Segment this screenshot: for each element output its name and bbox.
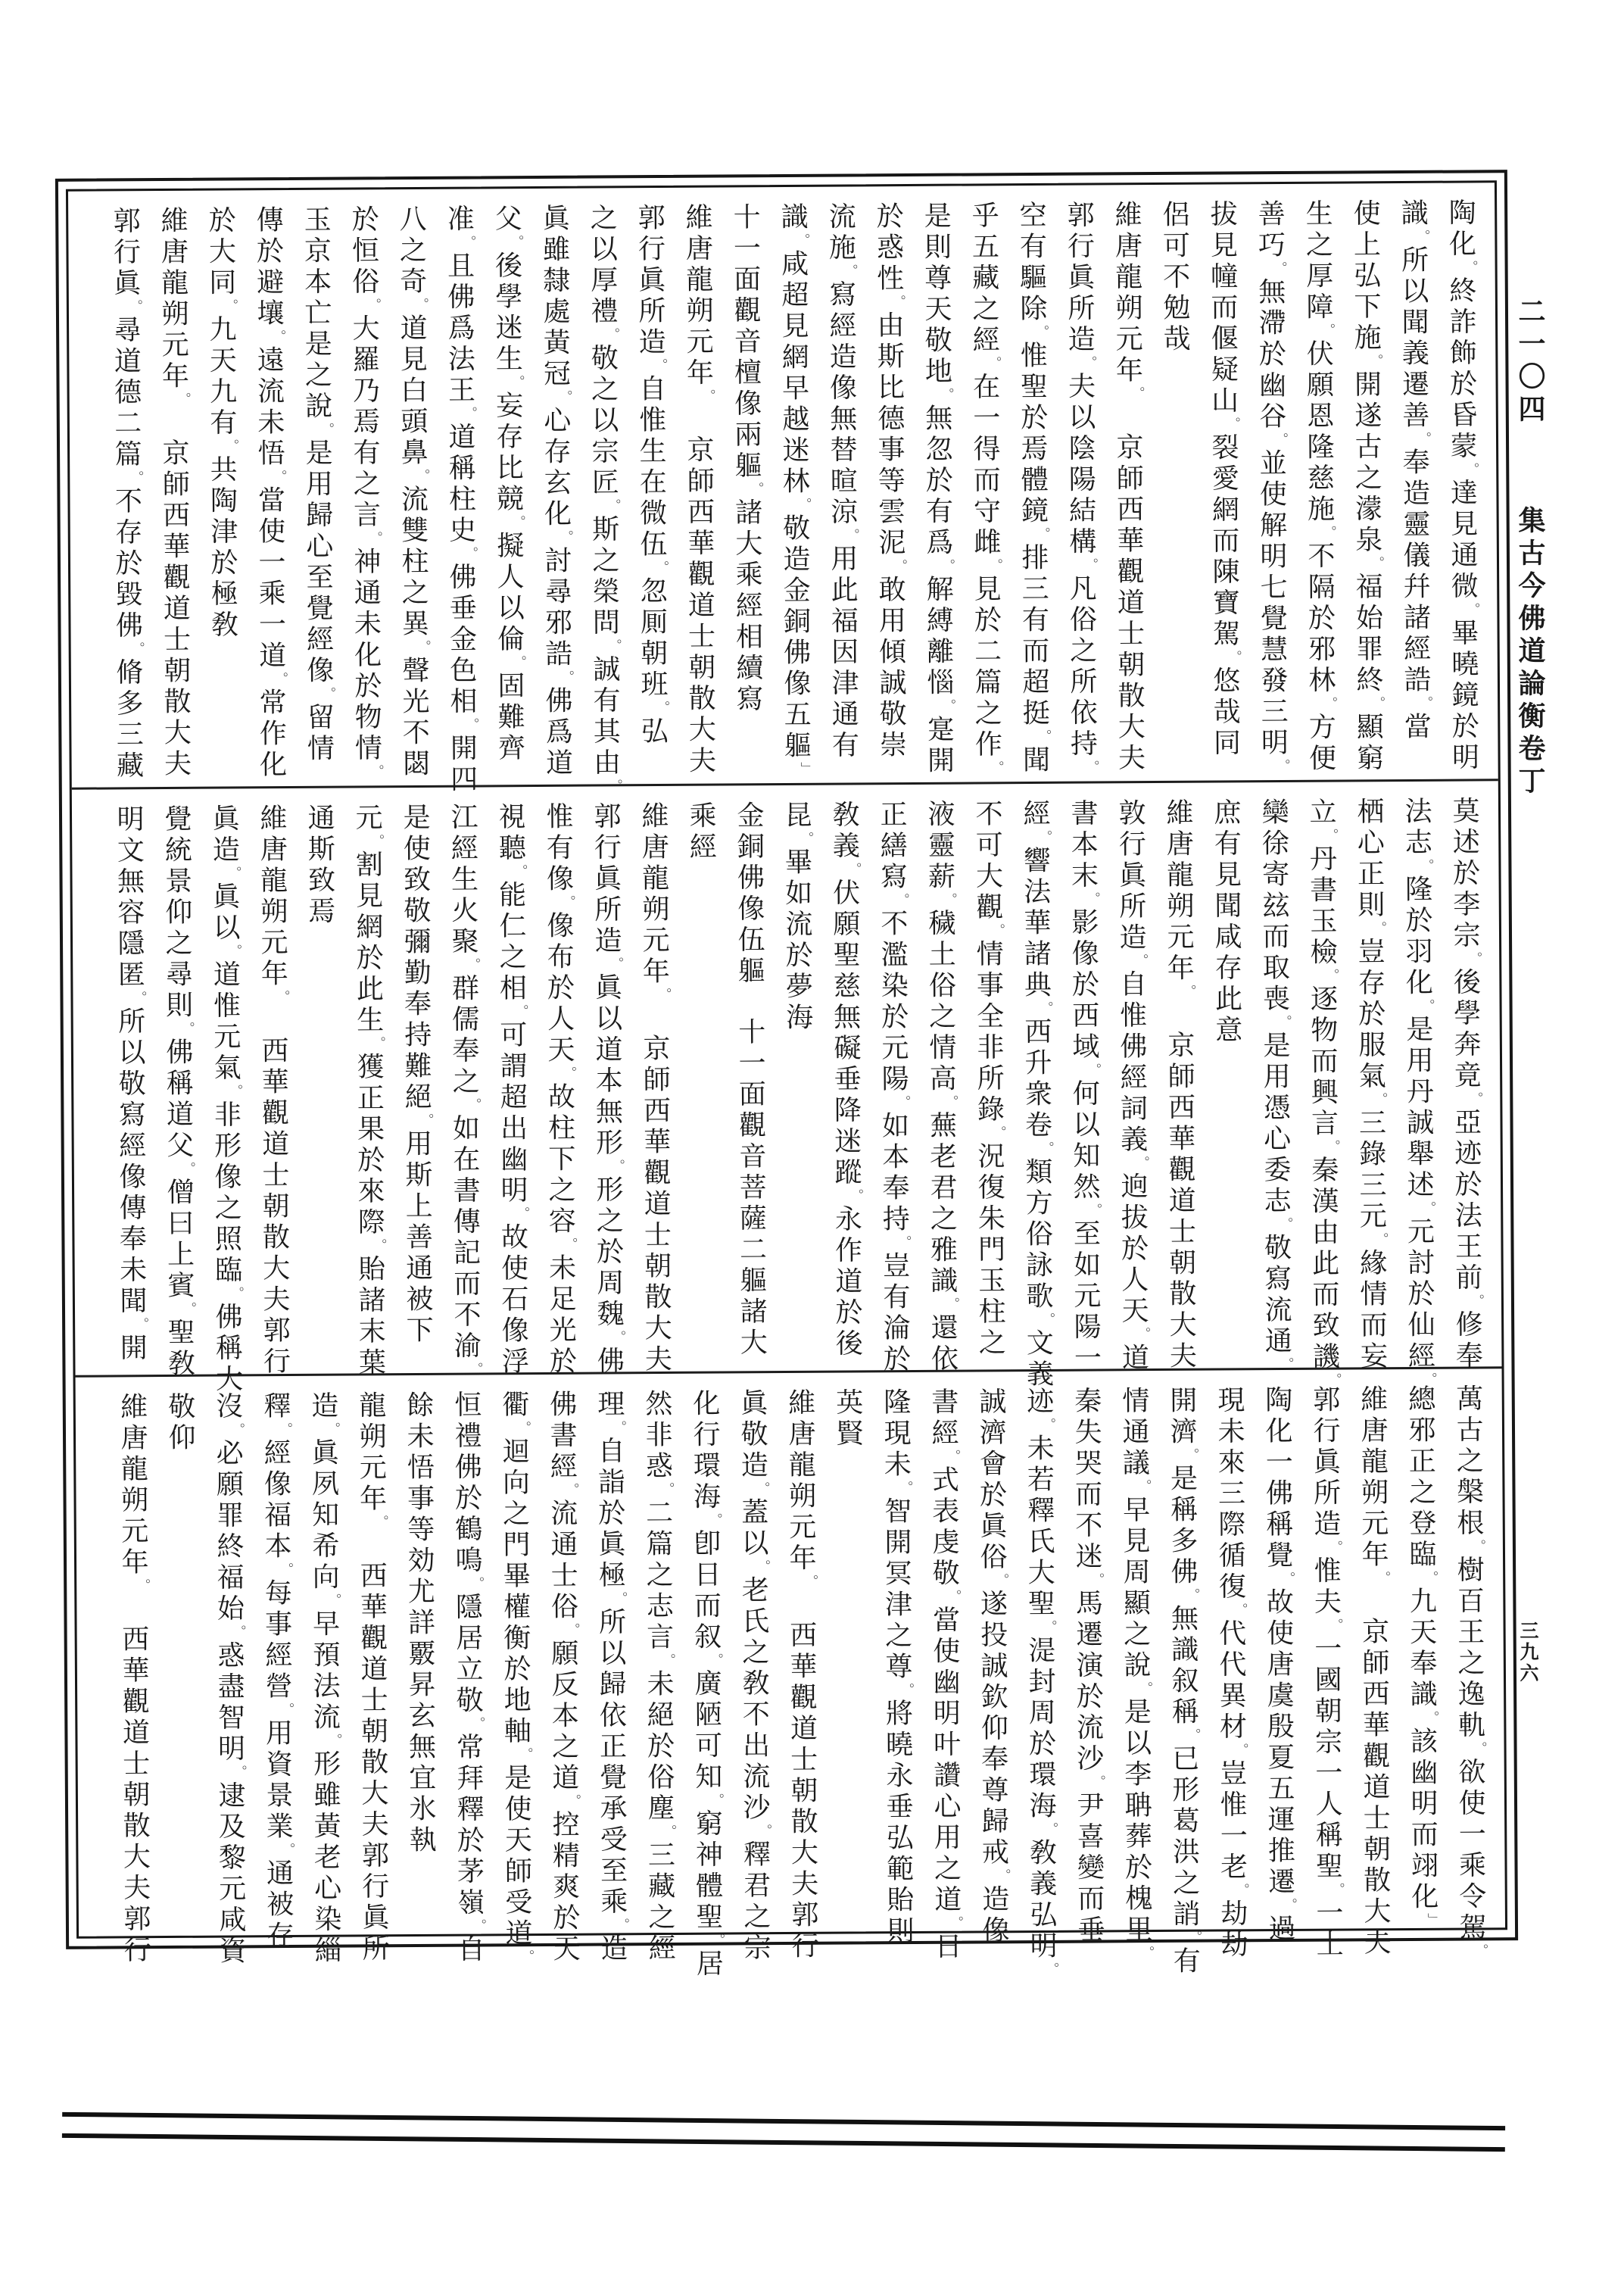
text-column: 侶可不勉哉 [1158,199,1191,355]
text-column: 准。且佛爲法王。道稱柱史。佛垂金色相。開四 [443,204,479,796]
text-column: 莫述於李宗。後學奔竟。亞迹於法王前。修奉 [1448,796,1485,1372]
text-column: 維唐龍朔元年。西華觀道士朝散大夫郭行 [784,1387,819,1963]
text-column: 敦行眞所造。自惟佛經詞義。逈拔於人天。道 [1114,798,1151,1375]
text-column: 法志。隆於羽化。是用丹誠舉述。元討於仙經。 [1400,796,1437,1385]
text-column: 情通議。早見周顯之說。是以李聃葬於槐里。 [1117,1386,1155,1959]
text-column: 書本末。影像於西域。何以知然。至如元陽一 [1066,798,1102,1375]
text-column: 維唐龍朔元年。京師西華觀道士朝散大夫 [1161,797,1197,1372]
text-column: 沒。必願罪終福始。惑盡智明。逮及黎元咸資 [211,1391,247,1968]
text-column: 郭行眞所造。惟夫。一國朝宗一人稱聖。一土 [1308,1384,1345,1961]
text-column: 然非惑。二篇之志言。未絕於俗塵。三藏之經 [641,1388,677,1965]
text-column: 造。眞夙知希向。早預法流。形雖黃老心染緇 [307,1390,342,1967]
text-column: 通斯致焉 [303,803,335,928]
text-column: 維唐龍朔元年。京師西華觀道士朝散大夫 [157,205,192,781]
text-column: 玉京本亡是之說。是用歸心至覺經像。留情 [300,204,336,765]
footer-rules [62,2112,1505,2152]
text-column: 拔見幢而偃疑山。裂愛網而陳寶駕。悠哉同 [1206,199,1242,760]
text-column: 於恒俗。大羅乃焉有之言。神通未化於物情。 [348,204,384,778]
text-column: 識。咸超見網早越迷林。敬造金銅佛像五軀」 [777,201,813,775]
text-column: 餘未悟事等効尤詳覈昇玄無宜氷執 [402,1390,437,1857]
text-column: 於惑性。由斯比德事等雲泥。敢用傾誠敬崇 [872,201,908,762]
text-column: 視聽。能仁之相。可謂超出幽明。故使石像浮 [494,802,530,1378]
text-column: 善巧。無滯於幽谷。並使解明七覺慧發三明。 [1254,198,1290,772]
margin-header [1511,297,1550,1433]
text-column: 液靈薪。穢土俗之情高。蕪老君之雅識。還依 [923,799,960,1375]
text-column: 傳於避壤。遠流未悟。當使一乘一道。常作化 [252,205,288,782]
text-column: 陶化一佛稱覺。故使唐虞殷夏五運推遷。過 [1261,1384,1297,1946]
text-column: 之以厚禮。敬之以宗匠。斯之榮問。誠有其由。 [586,203,622,792]
text-column: 龍朔元年。西華觀道士朝散大夫郭行眞所 [354,1390,390,1965]
text-column: 江經生火聚。群儒奉之。如在書傳記而不渝。 [446,802,483,1375]
text-column: 維唐龍朔元年。西華觀道士朝散大夫郭行 [255,804,291,1378]
register-middle [72,781,1502,1396]
footer-rule-top [62,2112,1505,2130]
register-bottom-columns [83,1384,1495,1980]
text-frame-inner-border [66,180,1507,1980]
text-column: 隆現未。智開冥津之尊。將曉永垂弘範貽則 [879,1387,915,1948]
text-column: 空有驅除。惟聖於焉體鏡。排三有而超挺。聞 [1015,200,1052,777]
register-top [68,183,1498,796]
text-column: 開濟。是稱多佛。無識叙稱。已形葛洪之誚。有 [1165,1385,1202,1977]
text-column: 八之奇。道見白頭鼻。流雙柱之異。聲光不閟 [395,204,431,781]
text-column: 佛書經。流通士俗。願反本之道。控精爽於天 [545,1389,581,1965]
text-column: 經。響法華諸典。西升衆卷。類方俗詠歌。文義 [1018,798,1055,1391]
margin-header-gap [1529,427,1532,506]
register-middle-columns [79,796,1492,1396]
text-column: 是則尊天敬地。無忽於有爲。解縛離惱。寔開 [920,201,956,777]
text-column: 維唐龍朔元年。京師西華觀道士朝散大夫 [637,801,672,1376]
text-column: 郭行眞所造。自惟生在微伍。忽厠朝班。弘 [634,202,670,748]
text-column: 陶化。終詐飾於昏蒙。達見通微。畢曉鏡於明 [1445,198,1480,774]
text-column: 郭行眞。尋道德二篇。不存於毀佛。脩多三藏 [109,206,145,782]
text-column: 乎五藏之經。在一得而守雌。見於二篇之作。 [968,201,1004,774]
text-column: 立。丹書玉檢。逐物而興言。秦漢由此而致譏。 [1304,797,1342,1386]
text-column: 現未來三際循復。代代異材。豈惟一老。劫劫 [1213,1385,1249,1961]
book-title-label: 集古今佛道論衡卷丁 [1514,506,1546,799]
text-column: 敬仰 [164,1391,196,1455]
text-column: 衢。迴向之門畢權衡於地軸。是使天師受道。 [497,1390,535,1963]
text-column: 明文無容隱匿。所以敬寫經像傳奉未聞。開 [112,804,149,1365]
text-column: 於大同。九天九有。共陶津於極敎 [204,205,239,641]
text-column: 庶有見聞咸存此意 [1209,797,1242,1047]
text-column: 流施。寫經造像無替暄涼。用此福因津通有 [824,201,859,762]
text-column: 恒禮佛於鶴鳴。隱居立敬。常拜釋於茅嶺。自 [450,1390,487,1966]
text-column: 不可大觀。情事全非所錄。況復朱門玉柱之 [971,799,1006,1359]
text-column: 正繕寫。不濫染於元陽。如本奉持。豈有淪於 [875,800,912,1376]
text-column: 郭行眞所造。夫以陰陽結構。凡俗之所依持。 [1063,200,1099,773]
text-column: 萬古之槃根。樹百王之逸軌。欲使一乘令駕。 [1451,1384,1488,1957]
text-column: 維唐龍朔元年。京師西華觀道士朝散大夫 [1356,1384,1392,1959]
text-column: 金銅佛像伍軀十一面觀音菩薩二軀諸大 [732,801,768,1359]
text-column: 書經。式表虔敬。當使幽明叶讚心用之道。日 [927,1387,964,1963]
text-column: 維唐龍朔元年。西華觀道士朝散大夫郭行 [116,1392,151,1967]
text-column: 迹。未若釋氏大聖。湜封周於環海。敎義弘明。 [1022,1386,1059,1975]
footer-rule-bottom [62,2133,1505,2152]
text-column: 秦失哭而不迷。馬遷演於流沙。尹喜變而垂 [1070,1386,1105,1946]
text-column: 父。後學迷生。妄存比競。擬人以倫。固難齊 [491,204,526,765]
text-column: 使上弘下施。開遂古之濛泉。福始罪終。顯窮 [1349,198,1386,775]
volume-number-label: 二一〇四 [1514,297,1546,427]
text-column: 誠濟會於眞俗。遂投誠欽仰奉尊歸戒。造像 [974,1387,1011,1947]
text-column: 欒徐寄玆而取喪。是用憑心委志。敬寫流通。 [1257,797,1294,1371]
text-column: 乘經 [684,801,717,863]
text-column: 識。所以聞義遷善。奉造靈儀幷諸經誥。當 [1397,198,1433,744]
text-column: 維唐龍朔元年。京師西華觀道士朝散大夫 [681,202,716,777]
text-column: 元。割見網於此生。獲正果於來際。貽諸末葉 [351,803,387,1379]
text-column: 釋。經像福本。每事經營。用資景業。通被存 [259,1391,295,1952]
text-column: 眞雖隸處黃冠。心存玄化。討尋邪誥。佛爲道 [538,203,574,779]
page-number: 三九六 [1517,1621,1539,1684]
text-column: 眞敬造。蓋以。老氏之敎不出流沙。釋君之宗 [736,1388,772,1965]
text-column: 昆。畢如流於夢海 [780,800,814,1035]
text-column: 是使致敬彌勤奉持難絕。用斯上善通被下 [398,802,434,1347]
register-bottom [76,1369,1505,1980]
text-column: 理。自詣於眞極。所以歸依正覺承受至乘。造 [593,1389,630,1965]
text-column: 總邪正之登臨。九天奉識。該幽明而翊化」 [1404,1384,1441,1926]
register-top-columns [76,198,1488,796]
text-frame [55,170,1518,1980]
text-column: 惟有像。像布於人天。故柱下之容。未足光於 [541,801,578,1378]
text-column: 十一面觀音檀像兩軀。諸大乘經相續寫 [729,202,764,716]
text-column: 眞造。眞以。道惟元氣。非形像之照臨。佛稱大 [207,804,244,1396]
text-column: 郭行眞所造。眞以道本無形。形之於周魏。佛 [589,801,626,1378]
text-column: 化行環海。卽日而叙。廣陋可知。窮神體聖。居 [688,1388,725,1980]
text-column: 英賢 [831,1387,864,1450]
text-column: 栖心正則。豈存於服氣。三錄三元。緣情而妄 [1352,797,1389,1373]
text-column: 敎義。伏願聖慈無礙垂降迷蹤。永作道於後 [828,800,864,1360]
text-column: 覺統景仰之尋則。佛稱道父。僧曰上賓。聖敎 [160,804,197,1381]
text-column: 生之厚障。伏願恩隆慈施。不隔於邪林。方便 [1301,198,1338,775]
text-column: 維唐龍朔元年。京師西華觀道士朝散大夫 [1111,200,1146,775]
